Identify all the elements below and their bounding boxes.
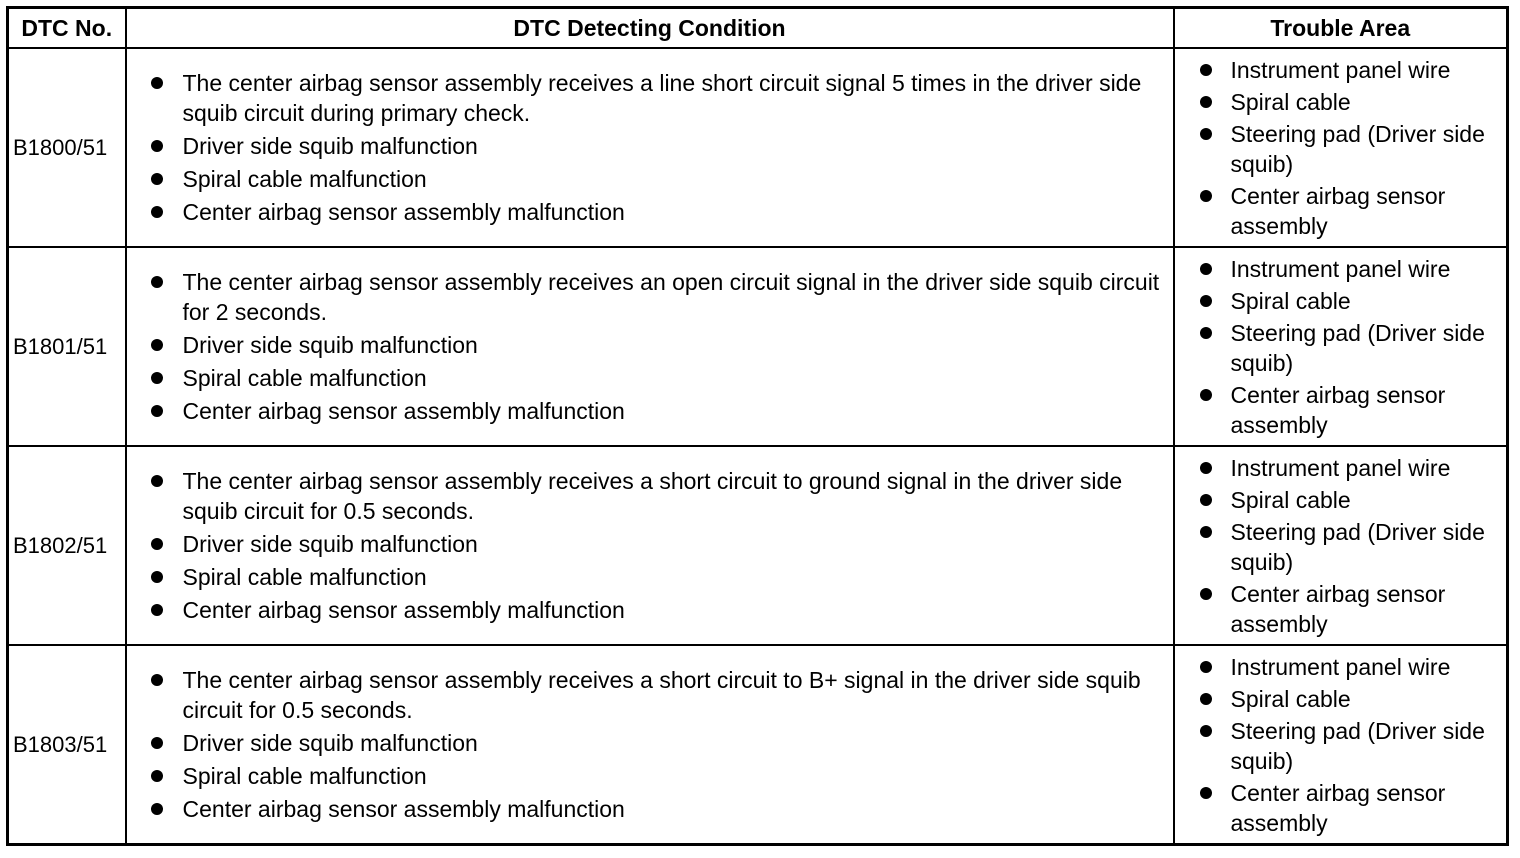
condition-text: Spiral cable malfunction: [182, 564, 427, 590]
bullet-icon: [1200, 389, 1212, 401]
trouble-area-item: [1231, 254, 1501, 284]
trouble-area-text: Instrument panel wire: [1230, 255, 1451, 282]
condition-text: The center airbag sensor assembly receives a short circuit to B+ signal in the driver side squib circuit for 0.5 seconds.: [182, 667, 1141, 723]
condition-text: Center airbag sensor assembly malfunction: [182, 199, 625, 225]
condition-item: [183, 665, 1163, 725]
condition-item: [183, 363, 1163, 393]
bullet-icon: [1200, 526, 1212, 538]
bullet-icon: [151, 206, 163, 218]
condition-item: [183, 728, 1163, 758]
header-dtc-no: DTC No.: [8, 8, 126, 49]
condition-item: [183, 330, 1163, 360]
trouble-area-text: Center airbag sensor assembly: [1230, 779, 1446, 836]
trouble-area-text: Steering pad (Driver side squib): [1230, 518, 1485, 575]
trouble-area-text: Center airbag sensor assembly: [1230, 381, 1446, 438]
header-detecting-condition: DTC Detecting Condition: [126, 8, 1174, 49]
trouble-area-text: Instrument panel wire: [1230, 653, 1451, 680]
bullet-icon: [151, 538, 163, 550]
bullet-icon: [1200, 494, 1212, 506]
dtc-code: B1803/51: [8, 645, 126, 845]
trouble-area-text: Center airbag sensor assembly: [1230, 580, 1446, 637]
bullet-icon: [151, 770, 163, 782]
trouble-area-text: Spiral cable: [1230, 88, 1351, 115]
trouble-area-list: [1175, 254, 1507, 440]
condition-text: The center airbag sensor assembly receives a short circuit to ground signal in the driver side squib circuit for 0.5 seconds.: [182, 468, 1123, 524]
condition-item: [183, 396, 1163, 426]
condition-text: Driver side squib malfunction: [182, 730, 478, 756]
bullet-icon: [151, 77, 163, 89]
bullet-icon: [1200, 190, 1212, 202]
trouble-area-text: Instrument panel wire: [1230, 454, 1451, 481]
trouble-area-item: [1231, 485, 1501, 515]
bullet-icon: [151, 372, 163, 384]
bullet-icon: [151, 140, 163, 152]
condition-item: [183, 267, 1163, 327]
condition-list: [127, 466, 1173, 625]
detecting-condition-cell: [126, 48, 1174, 247]
bullet-icon: [1200, 588, 1212, 600]
condition-item: [183, 529, 1163, 559]
header-trouble-area: Trouble Area: [1174, 8, 1508, 49]
bullet-icon: [1200, 327, 1212, 339]
condition-item: [183, 466, 1163, 526]
trouble-area-cell: [1174, 247, 1508, 446]
condition-text: Center airbag sensor assembly malfunction: [182, 597, 625, 623]
trouble-area-list: [1175, 55, 1507, 241]
bullet-icon: [1200, 787, 1212, 799]
trouble-area-text: Steering pad (Driver side squib): [1230, 319, 1485, 376]
bullet-icon: [1200, 661, 1212, 673]
dtc-code: B1802/51: [8, 446, 126, 645]
bullet-icon: [151, 803, 163, 815]
table-header-row: [8, 8, 1508, 49]
condition-list: [127, 68, 1173, 227]
table-row: [8, 247, 1508, 446]
trouble-area-text: Spiral cable: [1230, 287, 1351, 314]
bullet-icon: [1200, 462, 1212, 474]
trouble-area-item: [1231, 380, 1501, 440]
trouble-area-item: [1231, 87, 1501, 117]
trouble-area-text: Spiral cable: [1230, 486, 1351, 513]
condition-item: [183, 197, 1163, 227]
bullet-icon: [1200, 128, 1212, 140]
trouble-area-item: [1231, 181, 1501, 241]
condition-text: Spiral cable malfunction: [182, 166, 427, 192]
bullet-icon: [1200, 64, 1212, 76]
condition-text: Spiral cable malfunction: [182, 365, 427, 391]
table-row: [8, 48, 1508, 247]
bullet-icon: [1200, 263, 1212, 275]
bullet-icon: [151, 674, 163, 686]
trouble-area-item: [1231, 517, 1501, 577]
bullet-icon: [151, 571, 163, 583]
condition-item: [183, 761, 1163, 791]
bullet-icon: [1200, 725, 1212, 737]
condition-text: Driver side squib malfunction: [182, 133, 478, 159]
trouble-area-text: Instrument panel wire: [1230, 56, 1451, 83]
trouble-area-text: Steering pad (Driver side squib): [1230, 717, 1485, 774]
trouble-area-cell: [1174, 48, 1508, 247]
bullet-icon: [151, 604, 163, 616]
bullet-icon: [151, 173, 163, 185]
trouble-area-item: [1231, 684, 1501, 714]
trouble-area-item: [1231, 652, 1501, 682]
trouble-area-item: [1231, 579, 1501, 639]
dtc-table: [6, 6, 1509, 846]
trouble-area-item: [1231, 286, 1501, 316]
trouble-area-text: Steering pad (Driver side squib): [1230, 120, 1485, 177]
condition-text: Center airbag sensor assembly malfunction: [182, 398, 625, 424]
detecting-condition-cell: [126, 247, 1174, 446]
trouble-area-item: [1231, 119, 1501, 179]
condition-list: [127, 267, 1173, 426]
trouble-area-text: Center airbag sensor assembly: [1230, 182, 1446, 239]
condition-item: [183, 131, 1163, 161]
condition-text: The center airbag sensor assembly receives an open circuit signal in the driver side squib circuit for 2 seconds.: [182, 269, 1160, 325]
table-row: [8, 446, 1508, 645]
condition-text: The center airbag sensor assembly receives a line short circuit signal 5 times in the driver side squib circuit during primary check.: [182, 70, 1142, 126]
detecting-condition-cell: [126, 645, 1174, 845]
dtc-code: B1800/51: [8, 48, 126, 247]
bullet-icon: [1200, 295, 1212, 307]
trouble-area-cell: [1174, 645, 1508, 845]
trouble-area-cell: [1174, 446, 1508, 645]
condition-text: Center airbag sensor assembly malfunction: [182, 796, 625, 822]
trouble-area-item: [1231, 778, 1501, 838]
condition-item: [183, 164, 1163, 194]
trouble-area-list: [1175, 453, 1507, 639]
condition-item: [183, 562, 1163, 592]
trouble-area-item: [1231, 453, 1501, 483]
bullet-icon: [1200, 96, 1212, 108]
detecting-condition-cell: [126, 446, 1174, 645]
trouble-area-item: [1231, 716, 1501, 776]
condition-item: [183, 595, 1163, 625]
bullet-icon: [151, 405, 163, 417]
bullet-icon: [151, 737, 163, 749]
trouble-area-item: [1231, 55, 1501, 85]
condition-text: Driver side squib malfunction: [182, 531, 478, 557]
condition-item: [183, 68, 1163, 128]
bullet-icon: [1200, 693, 1212, 705]
bullet-icon: [151, 276, 163, 288]
condition-item: [183, 794, 1163, 824]
dtc-code: B1801/51: [8, 247, 126, 446]
trouble-area-item: [1231, 318, 1501, 378]
condition-list: [127, 665, 1173, 824]
condition-text: Driver side squib malfunction: [182, 332, 478, 358]
bullet-icon: [151, 339, 163, 351]
table-row: [8, 645, 1508, 845]
trouble-area-text: Spiral cable: [1230, 685, 1351, 712]
condition-text: Spiral cable malfunction: [182, 763, 427, 789]
bullet-icon: [151, 475, 163, 487]
trouble-area-list: [1175, 652, 1507, 838]
